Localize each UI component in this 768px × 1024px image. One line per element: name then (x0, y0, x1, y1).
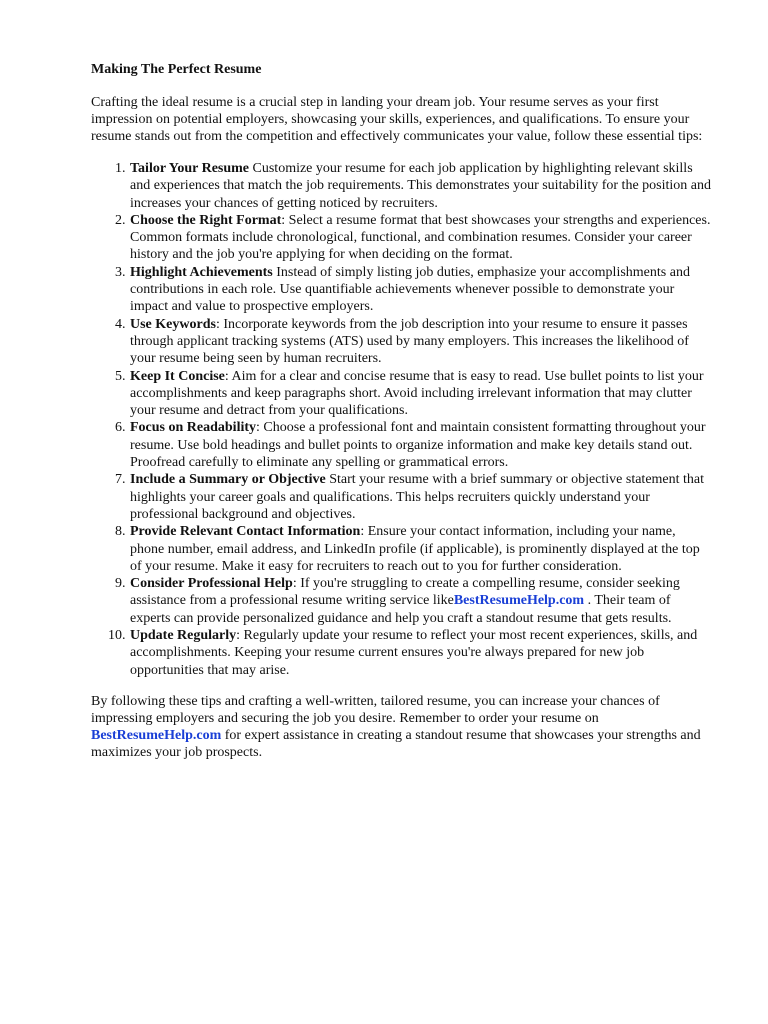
list-item (129, 264, 712, 316)
tip-body: Instead of simply listing job duties, emphasize your accomplishments and contributions in each role. Use quantifiable achievements whenever possible to demonstrate your impact and value to prospective employers. (130, 264, 690, 315)
tip-body: : Select a resume format that best showcases your strengths and experiences. Common formats include chronological, functional, and combination resumes. Consider your career history and the job you're applying for when deciding on the format. (130, 212, 711, 263)
tip-body: Customize your resume for each job application by highlighting relevant skills and experiences that match the job requirements. This demonstrates your suitability for the position and increases your chances of getting noticed by recruiters. (130, 161, 711, 211)
tip-title: Update Regularly (130, 628, 237, 644)
tip-body: : Regularly update your resume to reflect your most recent experiences, skills, and accomplishments. Keeping your resume current ensures you're always prepared for new job opportunities that may arise. (130, 628, 698, 678)
tip-title: Consider Professional Help (130, 576, 293, 592)
conclusion-text: By following these tips and crafting a well-written, tailored resume, you can increase your chances of impressing employers and securing the job you desire. Remember to order your resume on (91, 693, 660, 726)
bestresumehelp-link[interactable]: BestResumeHelp.com (91, 727, 222, 743)
list-item (129, 575, 712, 627)
tip-title: Use Keywords (130, 316, 216, 332)
tip-body: : Choose a professional font and maintain consistent formatting throughout your resume. Use bold headings and bullet points to organize information and make key details stand out. Proofread carefully to eliminate any spelling or grammatical errors. (130, 420, 706, 471)
tip-title: Provide Relevant Contact Information (130, 524, 361, 540)
list-item (129, 316, 712, 368)
tip-title: Tailor Your Resume (130, 161, 250, 176)
tip-title: Focus on Readability (130, 420, 257, 436)
tip-title: Keep It Concise (130, 368, 225, 384)
tip-title: Choose the Right Format (130, 212, 282, 228)
tip-body: : If you're struggling to create a compelling resume, consider seeking assistance from a professional resume writing service like (130, 576, 680, 609)
list-item (129, 471, 712, 523)
list-item (129, 627, 712, 679)
list-item (129, 368, 712, 420)
bestresumehelp-link[interactable]: BestResumeHelp.com (453, 593, 585, 609)
list-item (129, 212, 712, 264)
list-item (129, 523, 712, 575)
tip-title: Include a Summary or Objective (130, 472, 326, 488)
tip-body: : Ensure your contact information, including your name, phone number, email address, and LinkedIn profile (if applicable), is prominently displayed at the top of your resume. Make it easy for recruiters to reach out to you for further consideration. (130, 524, 700, 574)
conclusion-paragraph (91, 693, 712, 761)
conclusion-text: for expert assistance in creating a standout resume that showcases your strengths and maximizes your job prospects. (91, 727, 701, 760)
tip-body: . Their team of experts can provide personalized guidance and help you craft a standout resume that gets results. (130, 593, 672, 626)
tip-body: : Incorporate keywords from the job description into your resume to ensure it passes through applicant tracking systems (ATS) used by many employers. This increases the likelihood of your resume being seen by human recruiters. (130, 316, 689, 367)
tip-body: Start your resume with a brief summary or objective statement that highlights your career goals and qualifications. This helps recruiters quickly understand your professional background and objectives. (130, 472, 705, 522)
intro-paragraph: Crafting the ideal resume is a crucial step in landing your dream job. Your resume serves as your first impression on potential employers, showcasing your skills, experiences, and qualifications. To ensure your resume stands out from the competition and effectively communicates your value, follow these essential tips: (91, 95, 703, 144)
tip-body: : Aim for a clear and concise resume that is easy to read. Use bullet points to list your accomplishments and keep paragraphs short. Avoid including irrelevant information that may clutter your resume and detract from your qualifications. (130, 368, 704, 419)
document-title: Making The Perfect Resume (91, 62, 262, 77)
tip-title: Highlight Achievements (130, 264, 273, 280)
list-item (129, 419, 712, 471)
tips-list (91, 160, 712, 679)
list-item (129, 160, 712, 212)
